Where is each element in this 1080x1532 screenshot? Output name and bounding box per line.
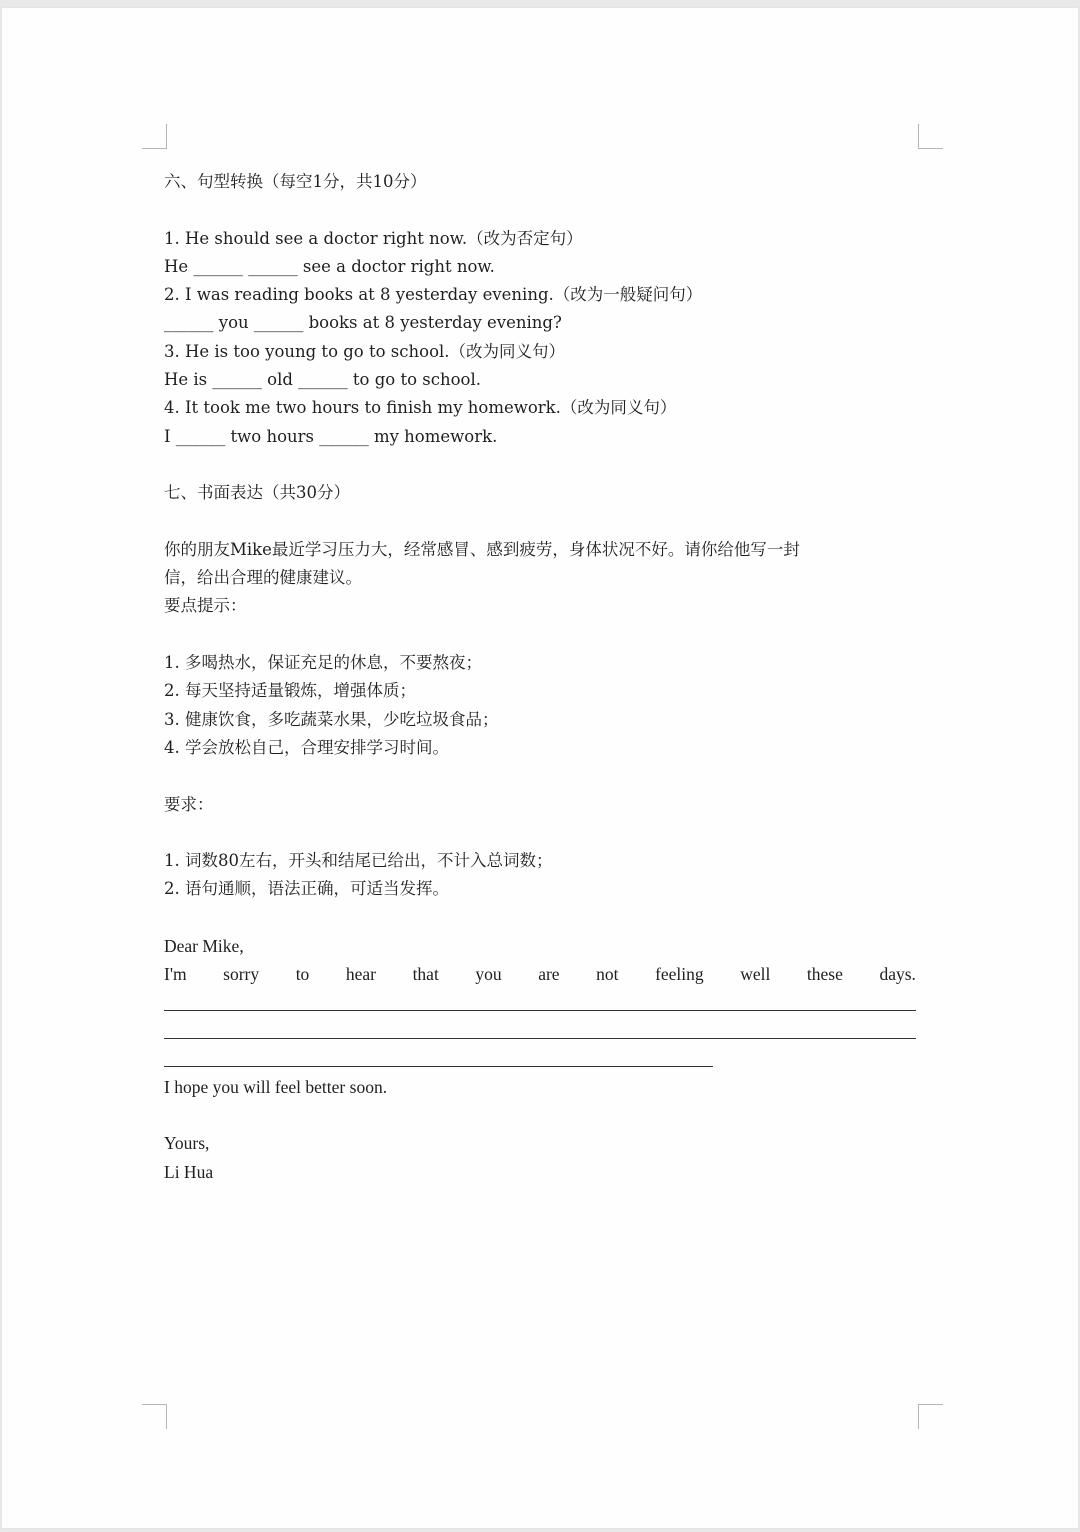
opening-word: feeling (655, 964, 704, 985)
tip-item: 4. 学会放松自己，合理安排学习时间。 (164, 737, 449, 757)
opening-word: that (412, 964, 439, 985)
margin-mark-top-left (142, 124, 167, 149)
question-1: 1. He should see a doctor right now.（改为否定句） (164, 228, 583, 248)
letter-greeting: Dear Mike, (164, 936, 244, 957)
tip-item: 2. 每天坚持适量锻炼，增强体质； (164, 681, 416, 701)
opening-word: sorry (223, 964, 260, 985)
question-4: 4. It took me two hours to finish my homework.（改为同义句） (164, 398, 677, 418)
opening-word: I'm (164, 964, 187, 985)
opening-word: you (475, 964, 502, 985)
letter-signature: Li Hua (164, 1161, 214, 1182)
section7-heading: 七、书面表达（共30分） (164, 483, 350, 503)
tips-label: 要点提示： (164, 596, 247, 616)
opening-word: these (806, 964, 843, 985)
writing-line[interactable] (164, 1017, 916, 1045)
requirement-item: 2. 语句通顺，语法正确，可适当发挥。 (164, 879, 449, 899)
document-content (164, 168, 916, 1186)
requirements-label: 要求： (164, 794, 214, 814)
writing-line[interactable] (164, 989, 916, 1017)
answer-3: He is ______ old ______ to go to school. (164, 370, 481, 390)
opening-word: well (740, 964, 771, 985)
opening-word: are (538, 964, 560, 985)
tip-item: 1. 多喝热水，保证充足的休息，不要熬夜； (164, 653, 482, 673)
letter-closing-sentence: I hope you will feel better soon. (164, 1076, 388, 1097)
tip-item: 3. 健康饮食，多吃蔬菜水果，少吃垃圾食品； (164, 709, 499, 729)
opening-word: not (596, 964, 619, 985)
question-2: 2. I was reading books at 8 yesterday evening.（改为一般疑问句） (164, 285, 703, 305)
requirement-item: 1. 词数80左右，开头和结尾已给出，不计入总词数； (164, 851, 553, 871)
answer-2: ______ you ______ books at 8 yesterday evening? (164, 313, 562, 333)
margin-mark-bottom-left (142, 1404, 167, 1429)
section6-heading: 六、句型转换（每空1分，共10分） (164, 172, 427, 191)
writing-line[interactable] (164, 1045, 916, 1073)
question-3: 3. He is too young to go to school.（改为同义句） (164, 341, 566, 361)
opening-word: days. (879, 964, 916, 985)
answer-1: He ______ ______ see a doctor right now. (164, 256, 495, 276)
writing-prompt-line-2: 信，给出合理的健康建议。 (164, 568, 362, 588)
opening-word: hear (345, 964, 376, 985)
writing-prompt-line-1: 你的朋友Mike最近学习压力大，经常感冒、感到疲劳，身体状况不好。请你给他写一封 (164, 539, 800, 559)
opening-word: to (295, 964, 310, 985)
margin-mark-bottom-right (918, 1404, 943, 1429)
answer-4: I ______ two hours ______ my homework. (164, 426, 498, 446)
margin-mark-top-right (918, 124, 943, 149)
letter-opening-sentence (164, 960, 916, 988)
letter-signoff: Yours, (164, 1133, 210, 1154)
